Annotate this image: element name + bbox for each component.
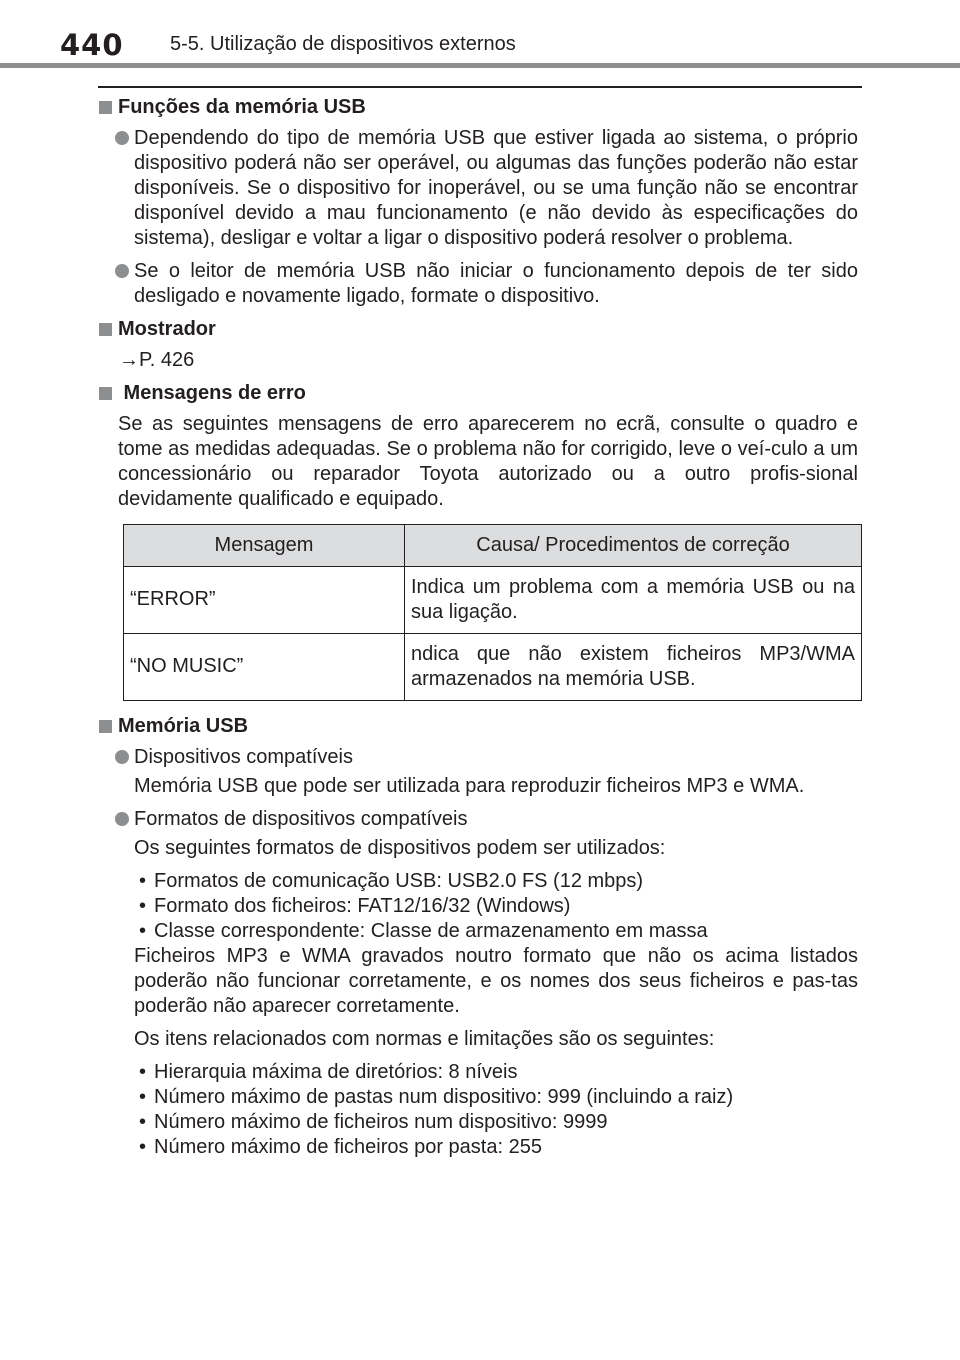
message-cell: “ERROR” (124, 567, 405, 634)
list-item: • Número máximo de ficheiros por pasta: 255 (139, 1136, 542, 1158)
table-row (124, 634, 862, 701)
heading-usb-functions: Funções da memória USB (98, 95, 858, 120)
square-bullet-icon (99, 387, 112, 400)
heading-usb-memory: Memória USB (98, 714, 858, 739)
bullet-item: Se o leitor de memória USB não iniciar o funcionamento depois de ter sido desligado e novamente ligado, formate o dispositivo. (98, 259, 858, 309)
page-header (0, 0, 960, 72)
list-item: • Número máximo de ficheiros num dispositivo: 9999 (139, 1111, 608, 1133)
square-bullet-icon (99, 101, 112, 114)
header-bar (0, 63, 960, 68)
compatible-devices-text: Memória USB que pode ser utilizada para reproduzir ficheiros MP3 e WMA. (134, 775, 805, 797)
cause-cell: Indica um problema com a memória USB ou na sua ligação. (405, 567, 862, 634)
page-number: 440 (60, 28, 124, 62)
error-intro: Se as seguintes mensagens de erro aparecerem no ecrã, consulte o quadro e tome as medidas adequadas. Se o problema não for corrigido, leve o veí-culo a um concessionário ou reparador Toyota autorizado ou a outro profis-sional devidamente qualificado e equipado. (118, 413, 858, 510)
bullet-item: Dependendo do tipo de memória USB que estiver ligada ao sistema, o próprio dispositivo poderá não ser operável, ou algumas das funções poderão não estar disponíveis. Se o dispositivo for inoperável, ou se uma função não se encontrar disponível devido a mau funcionamento (e não devido às especificações do sistema), desligar e voltar a ligar o dispositivo poderá resolver o problema. (98, 126, 858, 251)
circle-bullet-icon (115, 750, 129, 764)
section-title: 5-5. Utilização de dispositivos externos (170, 33, 516, 55)
bullet-item: Dispositivos compatíveis (98, 745, 858, 770)
heading-error-messages: Mensagens de erro (98, 381, 858, 406)
limits-intro: Os itens relacionados com normas e limitações são os seguintes: (134, 1028, 715, 1050)
table-header-row (124, 525, 862, 567)
message-cell: “NO MUSIC” (124, 634, 405, 701)
circle-bullet-icon (115, 812, 129, 826)
formats-note: Ficheiros MP3 e WMA gravados noutro formato que não os acima listados poderão não funcionar corretamente, e os nomes dos seus ficheiros e pas-tas poderão não aparecer corretamente. (134, 945, 858, 1017)
table-row (124, 567, 862, 634)
page-content (98, 95, 858, 1160)
circle-bullet-icon (115, 131, 129, 145)
format-list (98, 869, 858, 944)
bullet-item: Formatos de dispositivos compatíveis (98, 807, 858, 832)
list-item: • Número máximo de pastas num dispositivo: 999 (incluindo a raiz) (139, 1086, 734, 1108)
limits-list (98, 1060, 858, 1160)
circle-bullet-icon (115, 264, 129, 278)
heading-display: Mostrador (98, 317, 858, 342)
column-header-cause: Causa/ Procedimentos de correção (405, 525, 862, 567)
list-item: • Formatos de comunicação USB: USB2.0 FS (12 mbps) (139, 870, 644, 892)
error-message-table (123, 524, 862, 701)
top-rule (98, 86, 862, 88)
square-bullet-icon (99, 323, 112, 336)
cause-cell: ndica que não existem ficheiros MP3/WMA armazenados na memória USB. (405, 634, 862, 701)
formats-intro: Os seguintes formatos de dispositivos podem ser utilizados: (134, 837, 666, 859)
square-bullet-icon (99, 720, 112, 733)
column-header-message: Mensagem (124, 525, 405, 567)
list-item: • Classe correspondente: Classe de armazenamento em massa (139, 920, 708, 942)
list-item: • Hierarquia máxima de diretórios: 8 níveis (139, 1061, 518, 1083)
list-item: • Formato dos ficheiros: FAT12/16/32 (Windows) (139, 895, 571, 917)
page-reference: →P. 426 (119, 349, 195, 371)
